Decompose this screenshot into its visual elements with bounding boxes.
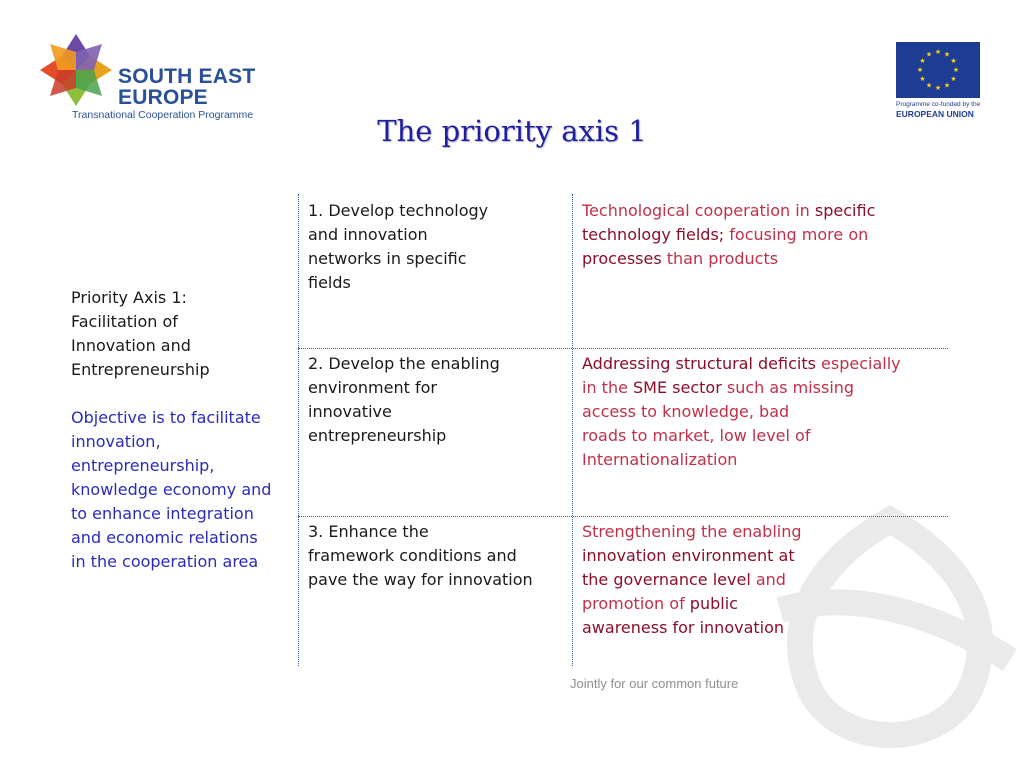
description-text: and [750, 570, 786, 589]
slide-title: The priority axis 1 [377, 114, 647, 148]
svg-text:★: ★ [943, 81, 951, 90]
objective-line: knowledge economy and [71, 480, 272, 499]
measure-3-description [582, 520, 922, 640]
description-line [582, 592, 922, 616]
logo-name-line1: SOUTH EAST [118, 65, 256, 88]
description-line [582, 568, 922, 592]
priority-axis-summary [71, 286, 291, 574]
description-text: in the [582, 378, 634, 397]
description-emphasis: technology fields; [582, 225, 725, 244]
description-line: roads to market, low level of [582, 426, 811, 445]
logo-name-line2: EUROPE [118, 86, 208, 109]
description-emphasis: the governance level [582, 570, 751, 589]
eu-flag-icon [896, 42, 980, 98]
description-text: focusing more on [724, 225, 869, 244]
measure-2 [308, 352, 558, 448]
programme-logo [36, 30, 276, 126]
measures-table [298, 194, 948, 666]
objective-line: in the cooperation area [71, 552, 259, 571]
objective-line: to enhance integration [71, 504, 254, 523]
table-divider [298, 194, 299, 666]
description-line [582, 247, 922, 271]
description-line: Internationalization [582, 450, 738, 469]
description-line: Strengthening the enabling [582, 522, 802, 541]
svg-text:★: ★ [919, 75, 926, 83]
description-text: Technological cooperation in [582, 201, 815, 220]
description-line [582, 199, 922, 223]
svg-text:★: ★ [950, 57, 957, 65]
logo-subtitle: Transnational Cooperation Programme [72, 109, 254, 121]
measure-line: pave the way for innovation [308, 570, 533, 589]
objective-line: Objective is to facilitate [71, 408, 261, 427]
priority-axis-objective [71, 406, 291, 574]
eu-caption-line2: EUROPEAN UNION [896, 109, 974, 119]
measure-line: 1. Develop technology [308, 201, 489, 220]
description-emphasis: Addressing structural deficits [582, 354, 816, 373]
eu-cofunding-badge [896, 42, 982, 119]
table-divider [298, 516, 948, 517]
priority-axis-name [71, 286, 291, 382]
footer-tagline: Jointly for our common future [570, 676, 739, 691]
flower-logo-icon [36, 30, 116, 110]
description-emphasis: specific [814, 201, 876, 220]
svg-text:★: ★ [943, 50, 951, 59]
svg-text:★: ★ [925, 50, 933, 59]
svg-text:★: ★ [934, 48, 942, 56]
objective-line: innovation, [71, 432, 161, 451]
description-line: access to knowledge, bad [582, 402, 790, 421]
axis-line: Facilitation of [71, 312, 178, 331]
description-line [582, 223, 922, 247]
measure-2-description [582, 352, 922, 472]
measure-line: networks in specific [308, 249, 467, 268]
description-line [582, 352, 922, 376]
axis-line: Priority Axis 1: [71, 288, 187, 307]
description-text: than products [661, 249, 779, 268]
table-divider [572, 194, 573, 666]
measure-line: framework conditions and [308, 546, 517, 565]
svg-text:★: ★ [950, 75, 957, 83]
description-emphasis: awareness for innovation [582, 618, 785, 637]
measure-3 [308, 520, 558, 592]
description-emphasis: public [689, 594, 738, 613]
description-emphasis: innovation environment at [582, 546, 795, 565]
measure-line: innovative [308, 402, 392, 421]
measure-line: 2. Develop the enabling [308, 354, 500, 373]
measure-line: 3. Enhance the [308, 522, 429, 541]
svg-text:★: ★ [916, 66, 924, 74]
description-text: especially [815, 354, 901, 373]
description-text: such as missing [721, 378, 855, 397]
measure-1-description [582, 199, 922, 271]
table-divider [298, 348, 948, 349]
measure-line: and innovation [308, 225, 428, 244]
objective-line: and economic relations [71, 528, 258, 547]
description-emphasis: SME sector [633, 378, 722, 397]
svg-text:★: ★ [934, 84, 942, 92]
description-text: promotion of [582, 594, 690, 613]
measure-line: fields [308, 273, 351, 292]
measure-line: entrepreneurship [308, 426, 447, 445]
description-emphasis: processes [582, 249, 662, 268]
measure-1 [308, 199, 558, 295]
svg-text:★: ★ [919, 57, 926, 65]
svg-text:★: ★ [952, 66, 960, 74]
axis-line: Entrepreneurship [71, 360, 210, 379]
eu-caption-line1: Programme co-funded by the [896, 101, 981, 108]
logo-name [118, 66, 255, 108]
objective-line: entrepreneurship, [71, 456, 215, 475]
axis-line: Innovation and [71, 336, 191, 355]
svg-text:★: ★ [925, 81, 933, 90]
description-line [582, 376, 922, 400]
measure-line: environment for [308, 378, 437, 397]
